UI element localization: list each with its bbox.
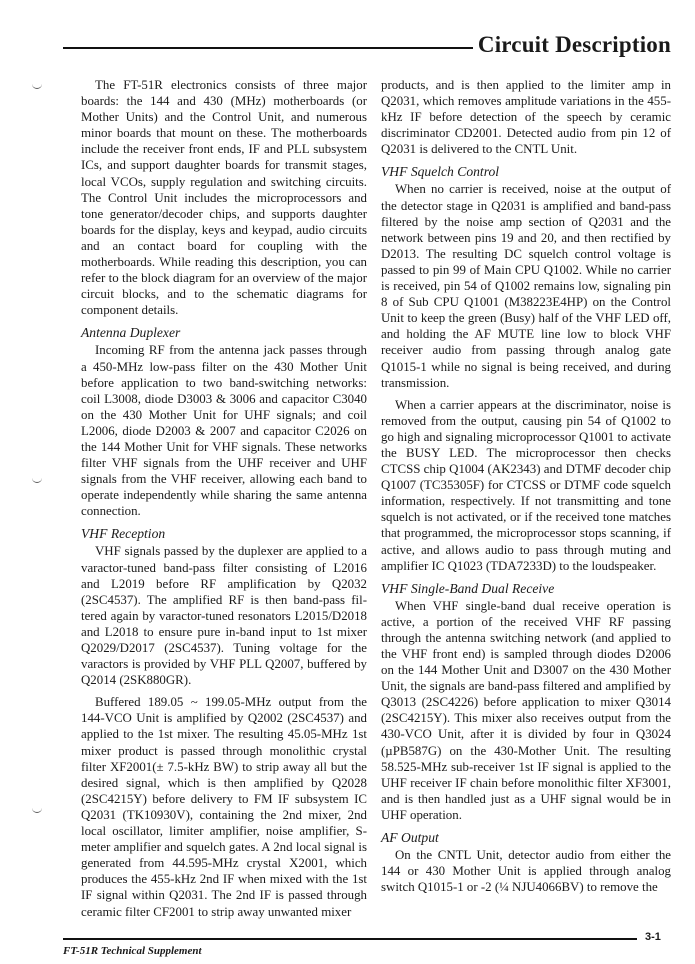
paragraph: On the CNTL Unit, detector audio from either the 144 or 430 Mother Unit is applied through analog switch Q1015-1 or -2 (¼ NJU4066BV) to remove the: [381, 848, 671, 895]
paragraph: products, and is then applied to the limiter amp in Q2031, which removes amplitude variations in the 455-kHz IF before detection of the speech by ceramic discriminator CD2001. Detected audio from pin 12 of Q2031 is delivered to the CNTL Unit.: [381, 78, 671, 157]
page-number: 3-1: [645, 930, 661, 943]
section-heading-af-output: AF Output: [381, 830, 439, 846]
paragraph: Incoming RF from the antenna jack passes through a 450-MHz low-pass filter on the 430 Mother Unit before application to two band-switching networks: coil L3008, diode D3003 & 3006 and capacitor C3040 on the 430 Mother Unit for UHF signals; and coil L2006, diode D2003 & 2007 and capacitor C2026 on the 144 Mother Unit for VHF signals. These networks filter VHF signals from the UHF receiver and UHF signals from the VHF receiver, allowing each band to operate independently while sharing the same antenna connection.: [81, 343, 367, 519]
page-footer: [0, 930, 695, 964]
paragraph: When no carrier is received, noise at the output of the detector stage in Q2031 is amplified and band-pass filtered by the noise amp section of Q2031 and the network between pins 19 and 20, and then rectified by D2013. The resulting DC squelch control voltage is passed to pin 99 of Main CPU Q1002. While no carrier is received, pin 54 of Q1002 remains low, signaling pin 8 of Sub CPU Q1001 (M38223E4HP) on the Control Unit to keep the green (Busy) half of the VHF LED off, and holding the AF MUTE line low to block VHF receiver audio from passing through analog gate Q1015-1 while no signal is being received, and during transmission.: [381, 182, 671, 390]
page-header: [0, 0, 695, 77]
section-heading-vhf-reception: VHF Reception: [81, 526, 166, 542]
paragraph: When a carrier appears at the discriminator, noise is removed from the output, causing pin 54 of Q1002 to go high and signaling microprocessor Q1001 to activate the BUSY LED. The microprocessor then checks CTCSS chip Q1004 (AK2343) and DTMF decoder chip Q1007 (TC35305F) for CTCSS or DTMF code squelch information, respectively. If not transmitting and tone squelch is not activated, or if the received tone matches that programmed, the microprocessor stops scanning, if active, and allows audio to pass through muting and amplifier IC Q1023 (TDA7233D) to the loudspeaker.: [381, 397, 671, 573]
footer-title: FT-51R Technical Supplement: [63, 944, 202, 957]
section-heading-vhf-dual-receive: VHF Single-Band Dual Receive: [381, 580, 555, 596]
left-column: [81, 77, 367, 926]
header-rule: [63, 47, 473, 49]
right-column: [381, 77, 671, 901]
paragraph: VHF signals passed by the duplexer are applied to a varactor-tuned band-pass filter consisting of L2016 and L2019 before RF amplification by Q2032 (2SC4537). The amplified RF is then band-pass filtered again by varactor-tuned resonators L2015/D2018 and L2018 to ensure pure in-band input to 1st mixer Q2029/D2017 (2SC4537). Tuning voltage for the varactors is provided by VHF PLL Q2007, buffered by Q2014 (2SK880GR).: [81, 544, 367, 688]
section-heading-antenna-duplexer: Antenna Duplexer: [81, 325, 181, 341]
paragraph: When VHF single-band dual receive operation is active, a portion of the received VHF RF passing through the antenna switching network (and applied to the VHF front end) is sampled through diodes D2006 on the 144 Mother Unit and D3007 on the 430 Mother Unit, the signals are band-pass filtered and amplified by Q3013 (2SC4226) before application to mixer Q3014 (2SC4215Y). This mixer also receives output from the 430-VCO Unit, after it is divided by four in Q3024 (µPB587G) on the 430-Mother Unit. The resulting 58.525-MHz sub-receiver 1st IF signal is applied to the UHF receiver IF chain before monolithic filter XF3001, and is then handled just as a UHF signal would be in UHF operation.: [381, 598, 671, 822]
section-heading-vhf-squelch-control: VHF Squelch Control: [381, 164, 500, 180]
text-columns: [0, 77, 695, 926]
intro-paragraph: The FT-51R electronics consists of three major boards: the 144 and 430 (MHz) motherboards (or Mother Units) and the Control Unit, and numerous minor boards that mount on these. The motherboards include the receiver front ends, IF and PLL subsystem ICs, and support daughter boards for transmit stages, local VCOs, supply regulation and switching circuits. The Control Unit includes the microprocessors and tone generator/decoder chips, and supports daughter boards for the display, keys and keypad, audio circuits and an contact board for coupling with the motherboards. While reading this description, you can refer to the block diagram for an overview of the major circuit blocks, and to the schematic diagrams for component details.: [81, 78, 367, 318]
paragraph: Buffered 189.05 ~ 199.05-MHz output from the 144-VCO Unit is amplified by Q2002 (2SC4537) and applied to the 1st mixer. The resulting 45.05-MHz 1st mixer product is passed through monolithic crystal filter XF2001(± 7.5-kHz BW) to strip away all but the desired signal, which is then amplified by Q2028 (2SC4215Y) before delivery to FM IF subsystem IC Q2031 (TK10930V), containing the 2nd mixer, 2nd local oscillator, limiter amplifier, noise amplifier, S-meter amplifier and squelch gates. A 2nd local signal is generated from 44.595-MHz crystal X2001, which produces the 455-kHz 2nd IF when mixed with the 1st IF signal within Q2031. The 2nd IF is passed through ceramic filter CF2001 to strip away unwanted mixer: [81, 695, 367, 919]
footer-rule: [63, 938, 637, 940]
page-title: Circuit Description: [477, 32, 671, 57]
